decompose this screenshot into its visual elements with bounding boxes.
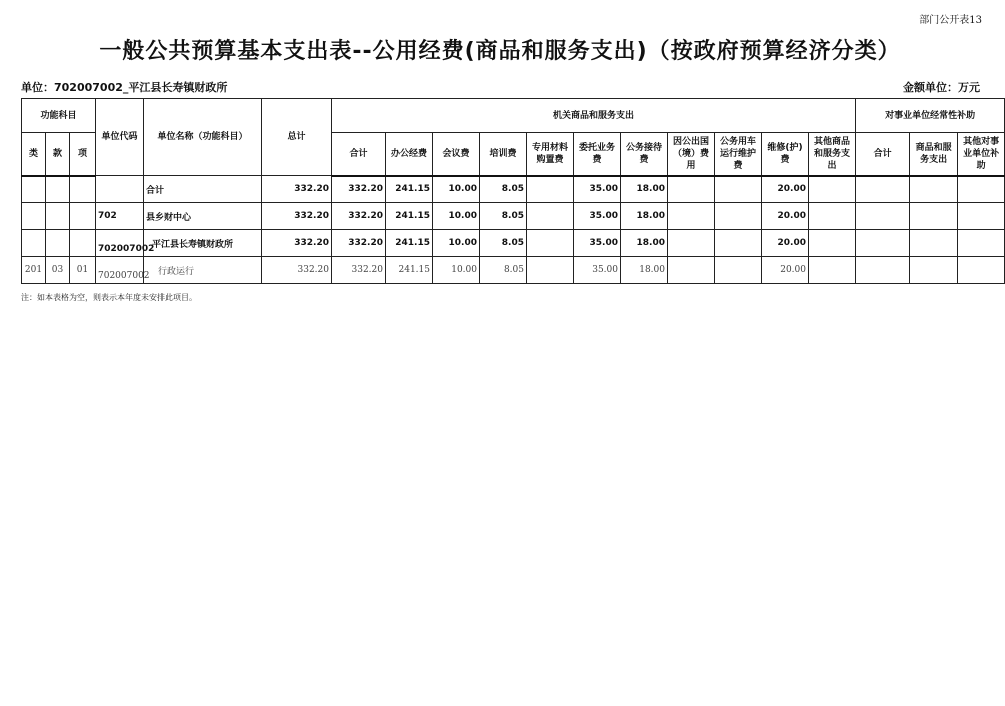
org-col-header: 委托业务费 — [574, 133, 621, 176]
unit-label: 单位：702007002_平江县长寿镇财政所 — [21, 81, 228, 94]
table-row: 702 县乡财中心 332.20 332.20 241.15 10.00 8.05 35.00 18.00 20.00 — [22, 203, 1005, 230]
page-title: 一般公共预算基本支出表--公用经费(商品和服务支出)（按政府预算经济分类） — [99, 39, 901, 64]
org-col-header: 办公经费 — [386, 133, 433, 176]
row-name: 县乡财中心 — [144, 203, 262, 230]
table-row: 702007002 平江县长寿镇财政所 332.20 332.20 241.15 10.00 8.05 35.00 18.00 20.00 — [22, 230, 1005, 257]
row-code: 702 — [96, 203, 144, 230]
subsidy-group-header: 对事业单位经常性补助 — [856, 99, 1005, 133]
sub-col-header: 其他对事业单位补助 — [958, 133, 1005, 176]
org-col-header: 其他商品和服务支出 — [809, 133, 856, 176]
kuan-header: 款 — [46, 133, 70, 176]
sub-col-header: 商品和服务支出 — [910, 133, 958, 176]
org-col-header: 公务用车运行维护费 — [715, 133, 762, 176]
expenditure-table — [21, 98, 1005, 284]
org-col-header: 公务接待费 — [621, 133, 668, 176]
unit-code-header: 单位代码 — [96, 99, 144, 176]
sub-col-header: 合计 — [856, 133, 910, 176]
form-number: 部门公开表13 — [919, 15, 982, 26]
org-col-header: 合计 — [332, 133, 386, 176]
row-name: 合计 — [144, 176, 262, 203]
org-col-header: 培训费 — [480, 133, 527, 176]
org-group-header: 机关商品和服务支出 — [332, 99, 856, 133]
row-code: 702007002 — [96, 257, 144, 284]
lei-header: 类 — [22, 133, 46, 176]
org-col-header: 维修(护)费 — [762, 133, 809, 176]
org-col-header: 会议费 — [433, 133, 480, 176]
row-name: 行政运行 — [144, 257, 262, 284]
footnote: 注：如本表格为空，则表示本年度未安排此项目。 — [21, 293, 197, 302]
row-code: 702007002 — [96, 230, 144, 257]
unit-name-header: 单位名称（功能科目） — [144, 99, 262, 176]
org-col-header: 因公出国（境）费用 — [668, 133, 715, 176]
header-row-1 — [22, 99, 1005, 133]
row-name: 平江县长寿镇财政所 — [144, 230, 262, 257]
func-subject-header: 功能科目 — [22, 99, 96, 133]
table-row: 合计 332.20 332.20 241.15 10.00 8.05 35.00 18.00 20.00 — [22, 176, 1005, 203]
xiang-header: 项 — [70, 133, 96, 176]
table-row: 201 03 01 702007002 行政运行 332.20 332.20 241.15 10.00 8.05 35.00 18.00 20.00 — [22, 257, 1005, 284]
amount-unit-label: 金额单位：万元 — [903, 81, 980, 94]
total-header: 总计 — [262, 99, 332, 176]
org-col-header: 专用材料购置费 — [527, 133, 574, 176]
